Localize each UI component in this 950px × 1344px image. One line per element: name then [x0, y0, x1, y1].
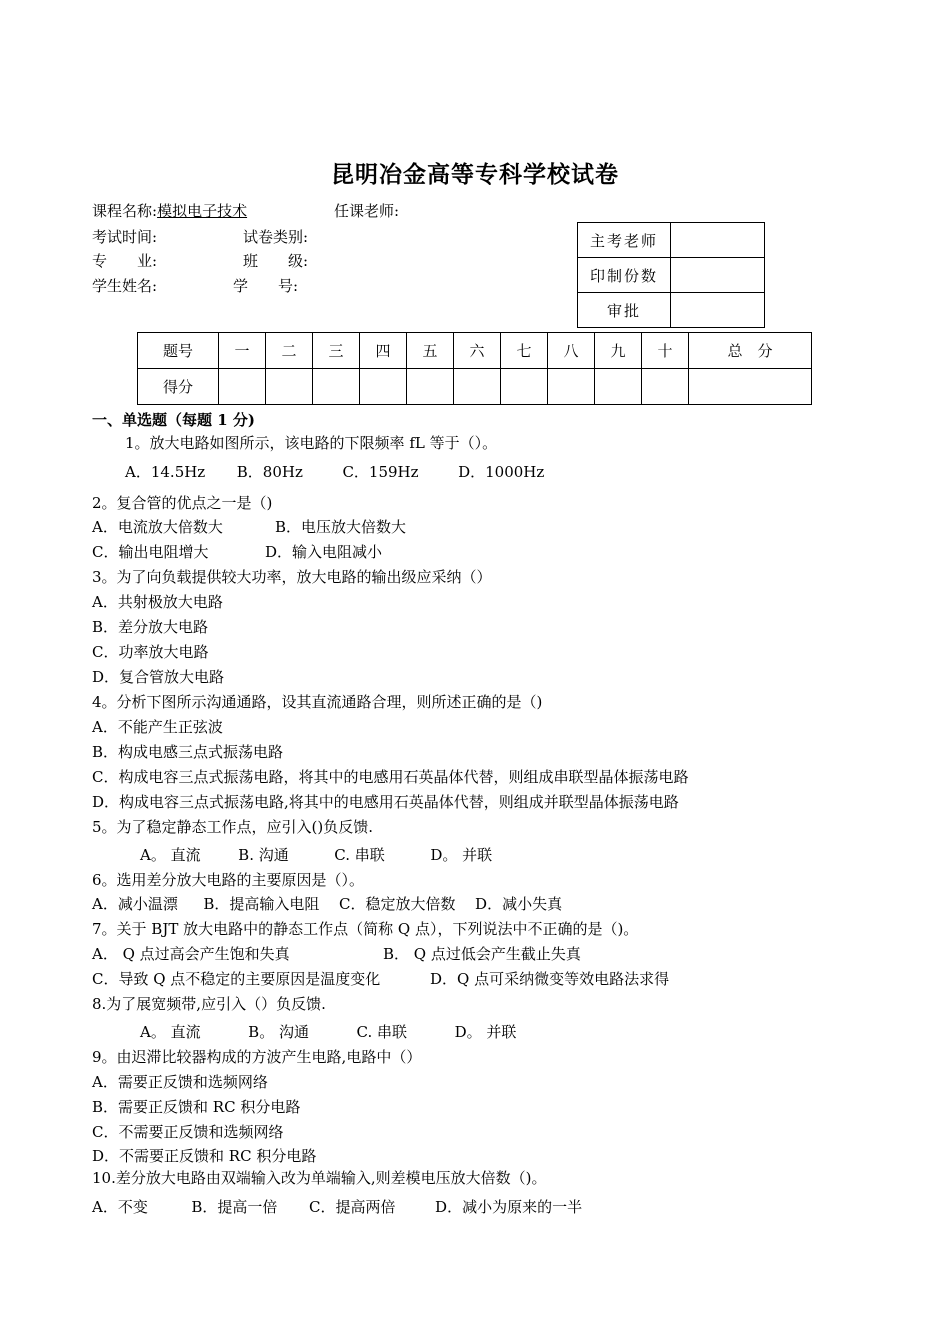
score-header-cell: 一	[219, 333, 266, 369]
option: B． Q 点过低会产生截止失真	[383, 945, 581, 963]
question-7: 7。关于 BJT 放大电路中的静态工作点（简称 Q 点），下列说法中不正确的是（)。	[92, 920, 639, 938]
option: C．构成电容三点式振荡电路，将其中的电感用石英晶体代替，则组成串联型晶体振荡电路	[92, 768, 689, 786]
score-cell	[219, 369, 266, 405]
option: B．提高一倍	[191, 1198, 278, 1216]
option: D。 并联	[430, 846, 493, 864]
score-cell	[360, 369, 407, 405]
score-cell	[595, 369, 642, 405]
option: B．需要正反馈和 RC 积分电路	[92, 1098, 301, 1116]
question-9: 9。由迟滞比较器构成的方波产生电路,电路中（）	[92, 1048, 422, 1066]
course-value: 模拟电子技术	[157, 202, 248, 220]
question-8: 8.为了展宽频带,应引入（）负反馈.	[92, 995, 326, 1013]
question-2: 2。复合管的优点之一是（)	[92, 494, 273, 512]
option: D．减小失真	[475, 895, 563, 913]
question-4: 4。分析下图所示沟通通路，设其直流通路合理，则所述正确的是（)	[92, 693, 543, 711]
option: A。 直流	[140, 846, 201, 864]
exam-type-label: 试卷类别:	[243, 228, 309, 246]
option: D．1000Hz	[458, 463, 545, 481]
option: D．复合管放大电路	[92, 668, 225, 686]
exam-admin-box	[577, 222, 765, 328]
score-header-cell: 九	[595, 333, 642, 369]
exam-box-cell	[671, 223, 765, 258]
option: C．功率放大电路	[92, 643, 209, 661]
section-heading: 一、单选题（每题 1 分)	[92, 411, 255, 429]
student-name-label: 学生姓名:	[92, 277, 158, 295]
option: A．不变	[92, 1198, 148, 1216]
exam-box-label: 审批	[578, 293, 671, 328]
exam-time-label: 考试时间:	[92, 228, 158, 246]
question-10-options	[92, 1196, 582, 1217]
option: D．减小为原来的一半	[435, 1198, 583, 1216]
option: C．不需要正反馈和选频网络	[92, 1123, 284, 1141]
option: B. 沟通	[238, 846, 289, 864]
score-header-cell: 二	[266, 333, 313, 369]
option: A．不能产生正弦波	[92, 718, 223, 736]
question-5: 5。为了稳定静态工作点，应引入()负反馈.	[92, 818, 374, 836]
page-title: 昆明冶金高等专科学校试卷	[331, 162, 619, 188]
option: B．提高输入电阻	[203, 895, 320, 913]
option: B。 沟通	[248, 1023, 309, 1041]
class-label: 班 级:	[243, 252, 309, 270]
score-header-cell: 四	[360, 333, 407, 369]
score-header-cell: 三	[313, 333, 360, 369]
score-header-cell: 八	[548, 333, 595, 369]
option: C．输出电阻增大	[92, 543, 209, 561]
exam-box-label: 主考老师	[578, 223, 671, 258]
question-8-options	[140, 1021, 516, 1042]
option: A．电流放大倍数大	[92, 518, 223, 536]
option: A．共射极放大电路	[92, 593, 223, 611]
option: D．不需要正反馈和 RC 积分电路	[92, 1147, 317, 1165]
score-cell	[266, 369, 313, 405]
option: D．Q 点可采纳微变等效电路法求得	[430, 970, 670, 988]
course-name-row	[92, 200, 247, 221]
question-6-options	[92, 893, 562, 914]
score-table-score-row	[138, 369, 812, 405]
score-header-cell: 七	[501, 333, 548, 369]
exam-box-label: 印制份数	[578, 258, 671, 293]
option: A． Q 点过高会产生饱和失真	[92, 945, 290, 963]
score-header-cell: 六	[454, 333, 501, 369]
exam-box-cell	[671, 293, 765, 328]
option: A．需要正反馈和选频网络	[92, 1073, 268, 1091]
option: D．输入电阻减小	[265, 543, 383, 561]
score-table-header-row	[138, 333, 812, 369]
question-1: 1。放大电路如图所示，该电路的下限频率 fL 等于（）。	[125, 434, 498, 452]
major-label: 专 业:	[92, 252, 158, 270]
option: B．电压放大倍数大	[275, 518, 407, 536]
score-cell	[689, 369, 812, 405]
option: B．构成电感三点式振荡电路	[92, 743, 284, 761]
option: B．差分放大电路	[92, 618, 209, 636]
option: C．提高两倍	[309, 1198, 396, 1216]
teacher-label: 任课老师:	[334, 202, 400, 220]
option: A。 直流	[140, 1023, 201, 1041]
question-5-options	[140, 844, 492, 865]
score-header-cell: 十	[642, 333, 689, 369]
score-cell	[548, 369, 595, 405]
score-cell	[454, 369, 501, 405]
option: C．导致 Q 点不稳定的主要原因是温度变化	[92, 970, 381, 988]
question-1-options	[125, 461, 544, 482]
option: C. 串联	[334, 846, 385, 864]
score-table	[137, 332, 812, 405]
score-cell	[642, 369, 689, 405]
option: D。 并联	[454, 1023, 517, 1041]
option: C．159Hz	[342, 463, 419, 481]
option: C．稳定放大倍数	[339, 895, 456, 913]
question-3: 3。为了向负载提供较大功率，放大电路的输出级应采纳（）	[92, 568, 492, 586]
option: C. 串联	[356, 1023, 408, 1041]
score-cell	[313, 369, 360, 405]
question-6: 6。选用差分放大电路的主要原因是（）。	[92, 871, 365, 889]
question-10: 10.差分放大电路由双端输入改为单端输入,则差模电压放大倍数（)。	[92, 1169, 547, 1187]
option: A．减小温漂	[92, 895, 178, 913]
course-label: 课程名称:	[92, 202, 158, 220]
score-cell	[501, 369, 548, 405]
score-header-cell: 五	[407, 333, 454, 369]
option: A．14.5Hz	[125, 463, 206, 481]
student-id-label: 学 号:	[233, 277, 299, 295]
score-header-cell: 总 分	[689, 333, 812, 369]
score-row-label: 得分	[138, 369, 219, 405]
score-cell	[407, 369, 454, 405]
exam-box-cell	[671, 258, 765, 293]
option: D．构成电容三点式振荡电路,将其中的电感用石英晶体代替，则组成并联型晶体振荡电路	[92, 793, 679, 811]
score-header-cell: 题号	[138, 333, 219, 369]
option: B．80Hz	[236, 463, 303, 481]
